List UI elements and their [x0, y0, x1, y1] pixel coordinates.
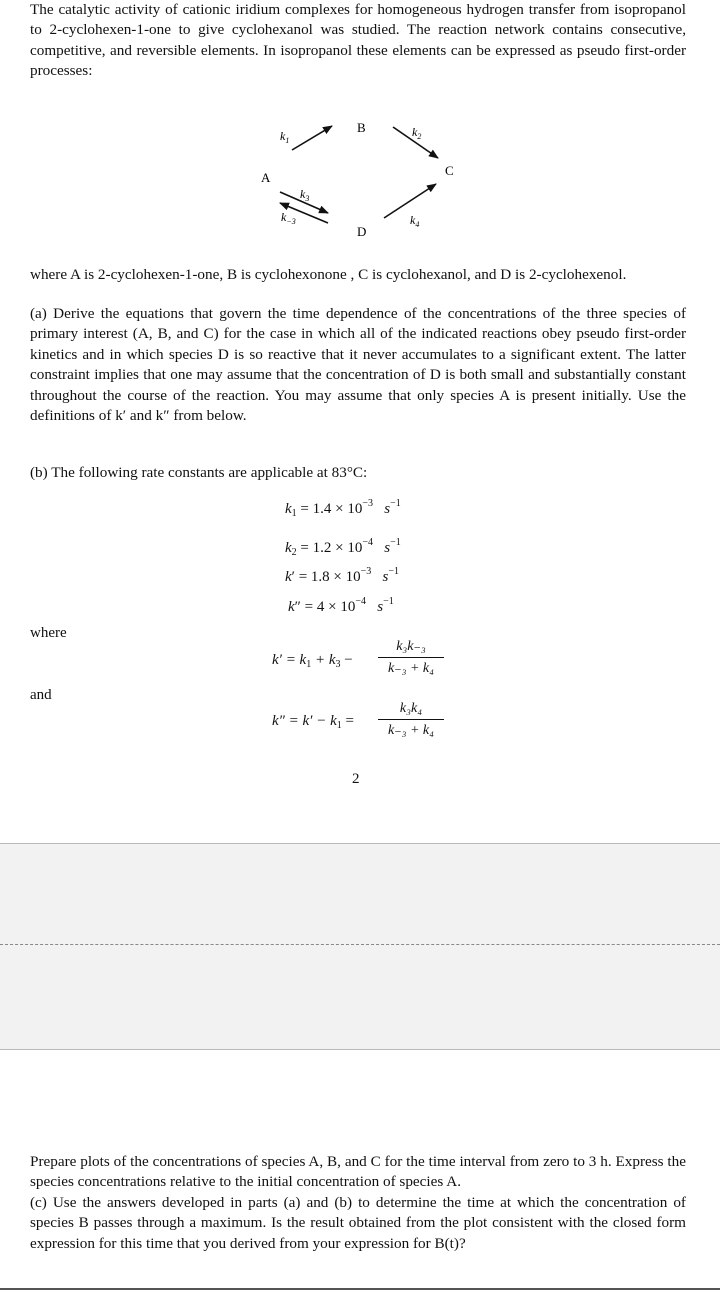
node-b: B — [357, 120, 366, 135]
arrow-a-to-b — [292, 126, 332, 150]
and-label: and — [30, 687, 52, 703]
constant-k1: $k_1 = 1.4 \times 10^{-3}$ $s^{-1}$ — [285, 498, 401, 519]
label-k3: $k_3$ — [300, 187, 310, 203]
label-k1: $k_1$ — [280, 129, 290, 145]
node-d: D — [357, 224, 367, 239]
intro-paragraph: The catalytic activity of cationic iridium complexes for homogeneous hydrogen transfer from isopropanol to 2-cyclohexen-1-one to give cyclohexanol was studied. The reaction network contains consecutive, competitive, and reversible elements. In isopropanol these elements can be expressed as pseudo first-order processes: — [30, 1, 686, 80]
label-k-minus-3: $k_{-3}$ — [281, 210, 296, 226]
page-number: 2 — [352, 771, 360, 787]
equation-k-double-prime-lhs: $k'' = k' - k_1$ = — [272, 713, 354, 731]
constant-k-double-prime: $k'' = 4 \times 10^{-4}$ $s^{-1}$ — [288, 596, 394, 615]
node-a: A — [261, 170, 271, 185]
species-definitions: where A is 2-cyclohexen-1-one, B is cyclohexonone , C is cyclohexanol, and D is 2-cyclohexenol. — [30, 266, 627, 283]
label-k4: $k_4$ — [410, 213, 420, 229]
part-a-paragraph: (a) Derive the equations that govern the time dependence of the concentrations of the three species of primary interest (A, B, and C) for the case in which all of the indicated reactions obey pseudo first-order kinetics and in which species D is so reactive that it never accumulates to a significant extent. The latter constraint implies that one may assume that the concentration of D is both small and substantially constant throughout the course of the reaction. You may assume that only species A is present initially. Use the definitions of k′ and k″ from below. — [30, 305, 686, 425]
node-c: C — [445, 163, 454, 178]
where-label: where — [30, 625, 67, 641]
reaction-network-diagram — [240, 110, 480, 245]
page-break-dashed-line — [0, 944, 720, 945]
equation-k-prime-fraction: k₃k₋₃ k₋₃ + k₄ — [378, 638, 444, 677]
part-b-paragraph: (b) The following rate constants are applicable at 83°C: — [30, 464, 368, 481]
part-c-paragraph: (c) Use the answers developed in parts (a) and (b) to determine the time at which the concentration of species B passes through a maximum. Is the result obtained from the plot consistent with the closed form expression for this time that you derived from your expression for B(t)? — [30, 1194, 686, 1252]
label-k2: $k_2$ — [412, 125, 422, 141]
plot-instructions-paragraph: Prepare plots of the concentrations of species A, B, and C for the time interval from zero to 3 h. Express the species concentrations relative to the initial concentration of species A. — [30, 1153, 686, 1191]
equation-k-prime-lhs: $k' = k_1 + k_3$ − — [272, 652, 353, 670]
equation-k-double-prime-fraction: k₃k₄ k₋₃ + k₄ — [378, 701, 444, 739]
page-break-band — [0, 843, 720, 1050]
constant-k2: $k_2 = 1.2 \times 10^{-4}$ $s^{-1}$ — [285, 537, 401, 558]
bottom-rule — [0, 1288, 720, 1290]
constant-k-prime: $k' = 1.8 \times 10^{-3}$ $s^{-1}$ — [285, 566, 400, 585]
